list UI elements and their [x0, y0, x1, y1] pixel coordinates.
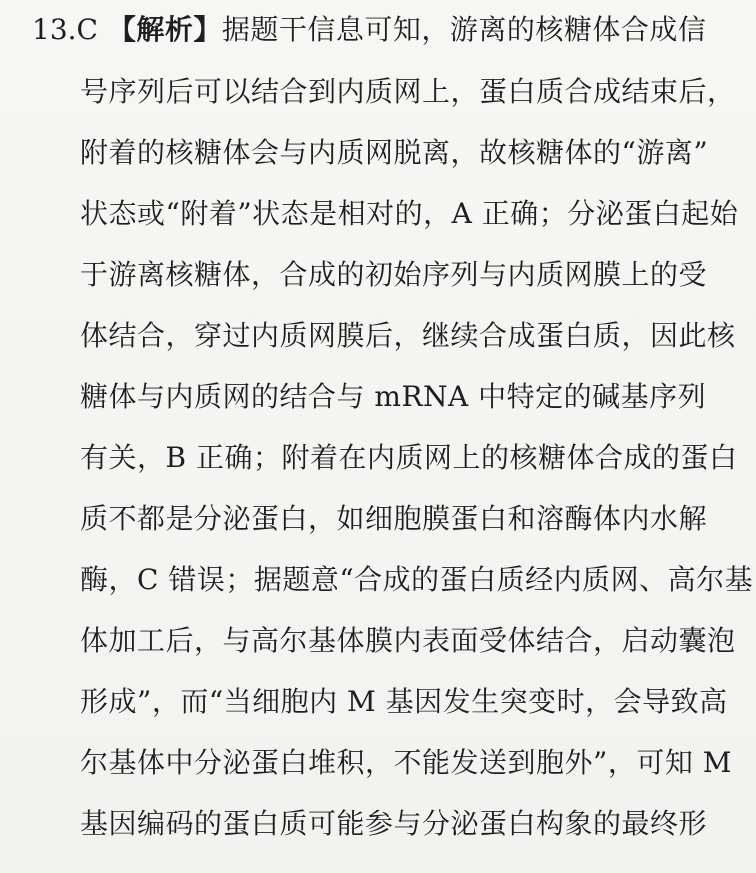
- explanation-line-1: [32, 10, 706, 50]
- explanation-line-13: 尔基体中分泌蛋白堆积，不能发送到胞外”，可知 M: [80, 746, 732, 779]
- explanation-line-6: 体结合，穿过内质网膜后，继续合成蛋白质，因此核: [80, 319, 736, 352]
- explanation-line-8: 有关，B 正确；附着在内质网上的核糖体合成的蛋白: [80, 441, 738, 474]
- question-number: 13.: [32, 13, 77, 46]
- explanation-line-11: 体加工后，与高尔基体膜内表面受体结合，启动囊泡: [80, 624, 736, 657]
- explanation-line-5: 于游离核糖体，合成的初始序列与内质网膜上的受: [80, 258, 708, 291]
- explanation-line-3: 附着的核糖体会与内质网脱离，故核糖体的“游离”: [80, 136, 709, 169]
- explanation-line-14: 基因编码的蛋白质可能参与分泌蛋白构象的最终形: [80, 807, 708, 840]
- explanation-line-4: 状态或“附着”状态是相对的，A 正确；分泌蛋白起始: [80, 197, 739, 230]
- explanation-line-2: 号序列后可以结合到内质网上，蛋白质合成结束后，: [80, 75, 736, 108]
- explanation-line-7: 糖体与内质网的结合与 mRNA 中特定的碱基序列: [80, 380, 707, 413]
- explanation-line-12: 形成”，而“当细胞内 M 基因发生突变时，会导致高: [80, 685, 728, 718]
- explanation-line-9: 质不都是分泌蛋白，如细胞膜蛋白和溶酶体内水解: [80, 502, 708, 535]
- explanation-line-10: 酶，C 错误；据题意“合成的蛋白质经内质网、高尔基: [80, 563, 754, 596]
- answer-choice: C: [76, 13, 99, 46]
- analysis-label: 【解析】: [107, 13, 222, 46]
- explanation-text: 据题干信息可知，游离的核糖体合成信: [221, 13, 707, 46]
